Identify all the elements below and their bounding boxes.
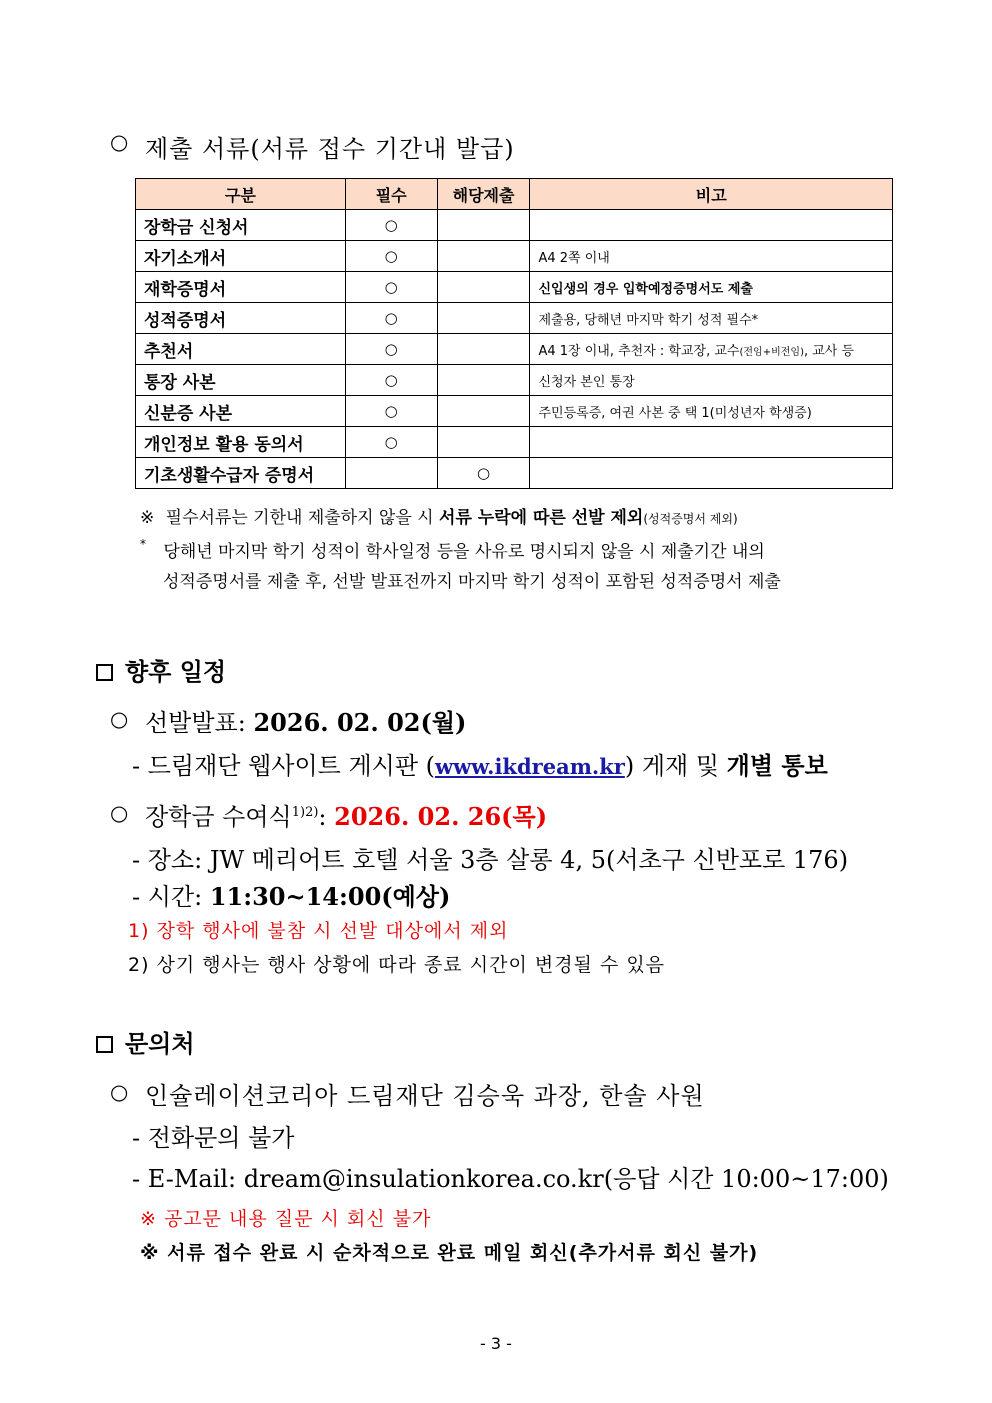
doc-required: ○: [345, 210, 437, 241]
doc-note: [530, 458, 893, 489]
announce-detail-pre: - 드림재단 웹사이트 게시판 (: [132, 752, 436, 780]
ceremony-time: [132, 877, 450, 912]
contact-heading: [96, 1024, 195, 1059]
contact-bullet: ○: [110, 1080, 129, 1104]
doc-note: [530, 210, 893, 241]
doc-name: 신분증 사본: [136, 396, 346, 427]
docs-section-title: 제출 서류(서류 접수 기간내 발급): [145, 135, 515, 163]
doc-name: 성적증명서: [136, 303, 346, 334]
ceremony-footnote-ref: 1)2): [291, 805, 319, 820]
note-small-text: (성적증명서 제외): [643, 512, 738, 526]
table-row: [136, 427, 893, 458]
header-remarks: 비고: [530, 179, 893, 210]
doc-required: [345, 458, 437, 489]
doc-name: 기초생활수급자 증명서: [136, 458, 346, 489]
contact-person: 인슐레이션코리아 드림재단 김승욱 과장, 한솔 사원: [145, 1082, 705, 1110]
table-row: [136, 241, 893, 272]
doc-required: ○: [345, 365, 437, 396]
doc-note-main: A4 1장 이내, 추천자 : 학교장, 교수: [538, 343, 740, 359]
table-row: [136, 396, 893, 427]
doc-applicable: [437, 365, 530, 396]
doc-applicable: [437, 427, 530, 458]
table-row: [136, 458, 893, 489]
table-row: [136, 303, 893, 334]
ceremony-colon: :: [318, 803, 327, 831]
doc-required: ○: [345, 241, 437, 272]
grade-note-line1: [140, 537, 765, 562]
table-row: [136, 210, 893, 241]
doc-required: ○: [345, 334, 437, 365]
note-bold-text: 서류 누락에 따른 선발 제외: [439, 508, 644, 528]
contact-warning-1: ※ 공고문 내용 질문 시 회신 불가: [140, 1208, 432, 1230]
checkbox-square-icon: [96, 664, 113, 681]
announce-label: 선발발표:: [145, 709, 246, 737]
doc-applicable: [437, 241, 530, 272]
doc-applicable: [437, 334, 530, 365]
doc-name: 장학금 신청서: [136, 210, 346, 241]
doc-required: ○: [345, 427, 437, 458]
doc-note-small: (전임+비전임): [739, 346, 804, 358]
grade-note-line2: 성적증명서를 제출 후, 선발 발표전까지 마지막 학기 성적이 포함된 성적증명서 제출: [163, 572, 781, 592]
ceremony-label: 장학금 수여식: [145, 803, 292, 831]
announce-line: [145, 703, 466, 738]
doc-required: ○: [345, 272, 437, 303]
doc-note: 주민등록증, 여권 사본 중 택 1(미성년자 학생증): [530, 396, 893, 427]
doc-note: [530, 427, 893, 458]
announce-detail-bold: 개별 통보: [726, 751, 828, 780]
doc-note: 신입생의 경우 입학예정증명서도 제출: [530, 272, 893, 303]
note-mark: ※: [140, 508, 155, 528]
doc-applicable: [437, 210, 530, 241]
time-value: 11:30~14:00(예상): [209, 882, 451, 911]
doc-note: 제출용, 당해년 마지막 학기 성적 필수*: [530, 303, 893, 334]
doc-applicable: [437, 396, 530, 427]
announce-detail-mid: ) 게재 및: [624, 752, 720, 780]
doc-required: ○: [345, 396, 437, 427]
ceremony-line: [145, 797, 547, 832]
doc-applicable: [437, 303, 530, 334]
table-row: [136, 334, 893, 365]
grade-note-text1: 당해년 마지막 학기 성적이 학사일정 등을 사유로 명시되지 않을 시 제출기간 내의: [163, 542, 765, 562]
doc-note: A4 2쪽 이내: [530, 241, 893, 272]
ceremony-bullet: ○: [110, 801, 129, 825]
doc-name: 자기소개서: [136, 241, 346, 272]
announce-bullet: ○: [110, 707, 129, 731]
doc-applicable: ○: [437, 458, 530, 489]
documents-table: [135, 178, 893, 489]
doc-name: 재학증명서: [136, 272, 346, 303]
table-row: [136, 272, 893, 303]
website-link[interactable]: www.ikdream.kr: [435, 754, 625, 779]
contact-email: - E-Mail: dream@insulationkorea.co.kr(응답 시간 10:00~17:00): [132, 1165, 889, 1193]
header-required: 필수: [345, 179, 437, 210]
schedule-heading-text: 향후 일정: [125, 658, 227, 686]
required-docs-note: [140, 503, 738, 528]
doc-required: ○: [345, 303, 437, 334]
header-category: 구분: [136, 179, 346, 210]
ceremony-date: 2026. 02. 26(목): [334, 802, 548, 831]
doc-name: 추천서: [136, 334, 346, 365]
contact-warning-2: ※ 서류 접수 완료 시 순차적으로 완료 메일 회신(추가서류 회신 불가): [140, 1242, 759, 1264]
doc-name: 개인정보 활용 동의서: [136, 427, 346, 458]
doc-note: 신청자 본인 통장: [530, 365, 893, 396]
doc-applicable: [437, 272, 530, 303]
asterisk-mark: *: [140, 537, 146, 551]
doc-note-tail: , 교사 등: [803, 343, 855, 359]
table-header-row: [136, 179, 893, 210]
section-bullet: ○: [110, 130, 129, 154]
doc-note: [530, 334, 893, 365]
announce-detail: [132, 746, 828, 781]
contact-phone: - 전화문의 불가: [132, 1124, 295, 1152]
footnote-2: 2) 상기 행사는 행사 상황에 따라 종료 시간이 변경될 수 있음: [128, 954, 666, 976]
announce-date: 2026. 02. 02(월): [253, 708, 467, 737]
page-number: - 3 -: [480, 1334, 512, 1353]
table-row: [136, 365, 893, 396]
note-text: 필수서류는 기한내 제출하지 않을 시: [165, 508, 434, 528]
checkbox-square-icon: [96, 1036, 113, 1053]
ceremony-place: - 장소: JW 메리어트 호텔 서울 3층 살롱 4, 5(서초구 신반포로 176): [132, 846, 849, 874]
header-applicable: 해당제출: [437, 179, 530, 210]
contact-heading-text: 문의처: [125, 1030, 195, 1058]
schedule-heading: [96, 652, 226, 687]
doc-name: 통장 사본: [136, 365, 346, 396]
footnote-1: 1) 장학 행사에 불참 시 선발 대상에서 제외: [128, 920, 509, 942]
time-label: - 시간:: [132, 883, 203, 911]
